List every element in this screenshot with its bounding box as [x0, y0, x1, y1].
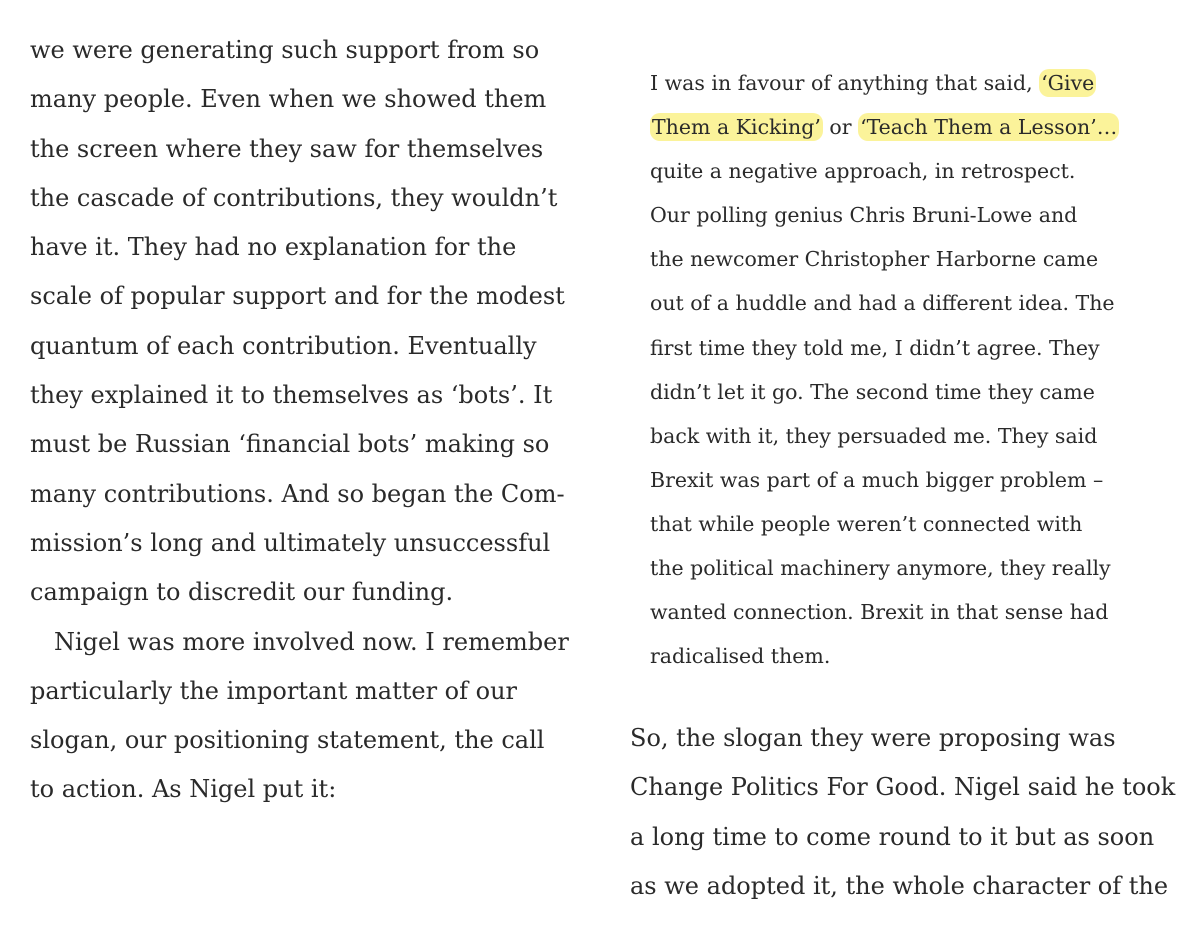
- left-column-text: [30, 26, 590, 815]
- quote-text: I was in favour of anything that said,: [650, 71, 1040, 95]
- highlighted-text[interactable]: ‘Give: [1041, 71, 1095, 95]
- text-line: Nigel was more involved now. I remember: [30, 627, 569, 656]
- text-line: campaign to discredit our funding.: [30, 578, 454, 607]
- text-line: the screen where they saw for themselves: [30, 134, 544, 163]
- quote-line: Our polling genius Chris Bruni-Lowe and: [650, 203, 1078, 228]
- text-line: mission’s long and ultimately unsuccessful: [30, 528, 551, 557]
- quote-line: radicalised them.: [650, 644, 831, 669]
- text-line: we were generating such support from so: [30, 36, 540, 64]
- right-column-text: [630, 714, 1190, 911]
- quote-line: first time they told me, I didn’t agree. They: [650, 335, 1100, 360]
- text-line: scale of popular support and for the modest: [30, 282, 565, 311]
- quote-line: the newcomer Christopher Harborne came: [650, 247, 1099, 272]
- quote-line: didn’t let it go. The second time they came: [650, 379, 1095, 404]
- text-line: have it. They had no explanation for the: [30, 233, 517, 262]
- quote-text: or: [822, 115, 859, 140]
- highlighted-text[interactable]: ‘Teach Them a Lesson’…: [860, 115, 1118, 140]
- quote-line: that while people weren’t connected with: [650, 511, 1083, 536]
- text-line: the cascade of contributions, they wouldn’t: [30, 183, 558, 212]
- text-line: So, the slogan they were proposing was: [630, 724, 1116, 752]
- text-line: to action. As Nigel put it:: [30, 775, 337, 804]
- text-line: they explained it to themselves as ‘bots’. It: [30, 381, 553, 410]
- text-line: must be Russian ‘financial bots’ making so: [30, 430, 550, 459]
- quote-line: [650, 105, 1190, 149]
- text-line: many contributions. And so began the Com-: [30, 479, 565, 508]
- quote-line: wanted connection. Brexit in that sense had: [650, 600, 1109, 625]
- text-line: Change Politics For Good. Nigel said he took: [630, 773, 1176, 802]
- quote-line: the political machinery anymore, they really: [650, 556, 1111, 581]
- quote-line: Brexit was part of a much bigger problem –: [650, 467, 1104, 492]
- text-line: a long time to come round to it but as soon: [630, 822, 1155, 851]
- text-line: slogan, our positioning statement, the call: [30, 726, 545, 755]
- quote-line: [650, 61, 1190, 105]
- quote-line: back with it, they persuaded me. They said: [650, 423, 1098, 448]
- text-line: particularly the important matter of our: [30, 676, 518, 705]
- quote-line: quite a negative approach, in retrospect.: [650, 159, 1076, 184]
- text-line: many people. Even when we showed them: [30, 85, 547, 114]
- text-line: as we adopted it, the whole character of the: [630, 871, 1169, 900]
- highlighted-text[interactable]: Them a Kicking’: [652, 115, 821, 140]
- quote-line: out of a huddle and had a different idea. The: [650, 291, 1115, 316]
- block-quote: [650, 61, 1190, 678]
- text-line: quantum of each contribution. Eventually: [30, 331, 537, 360]
